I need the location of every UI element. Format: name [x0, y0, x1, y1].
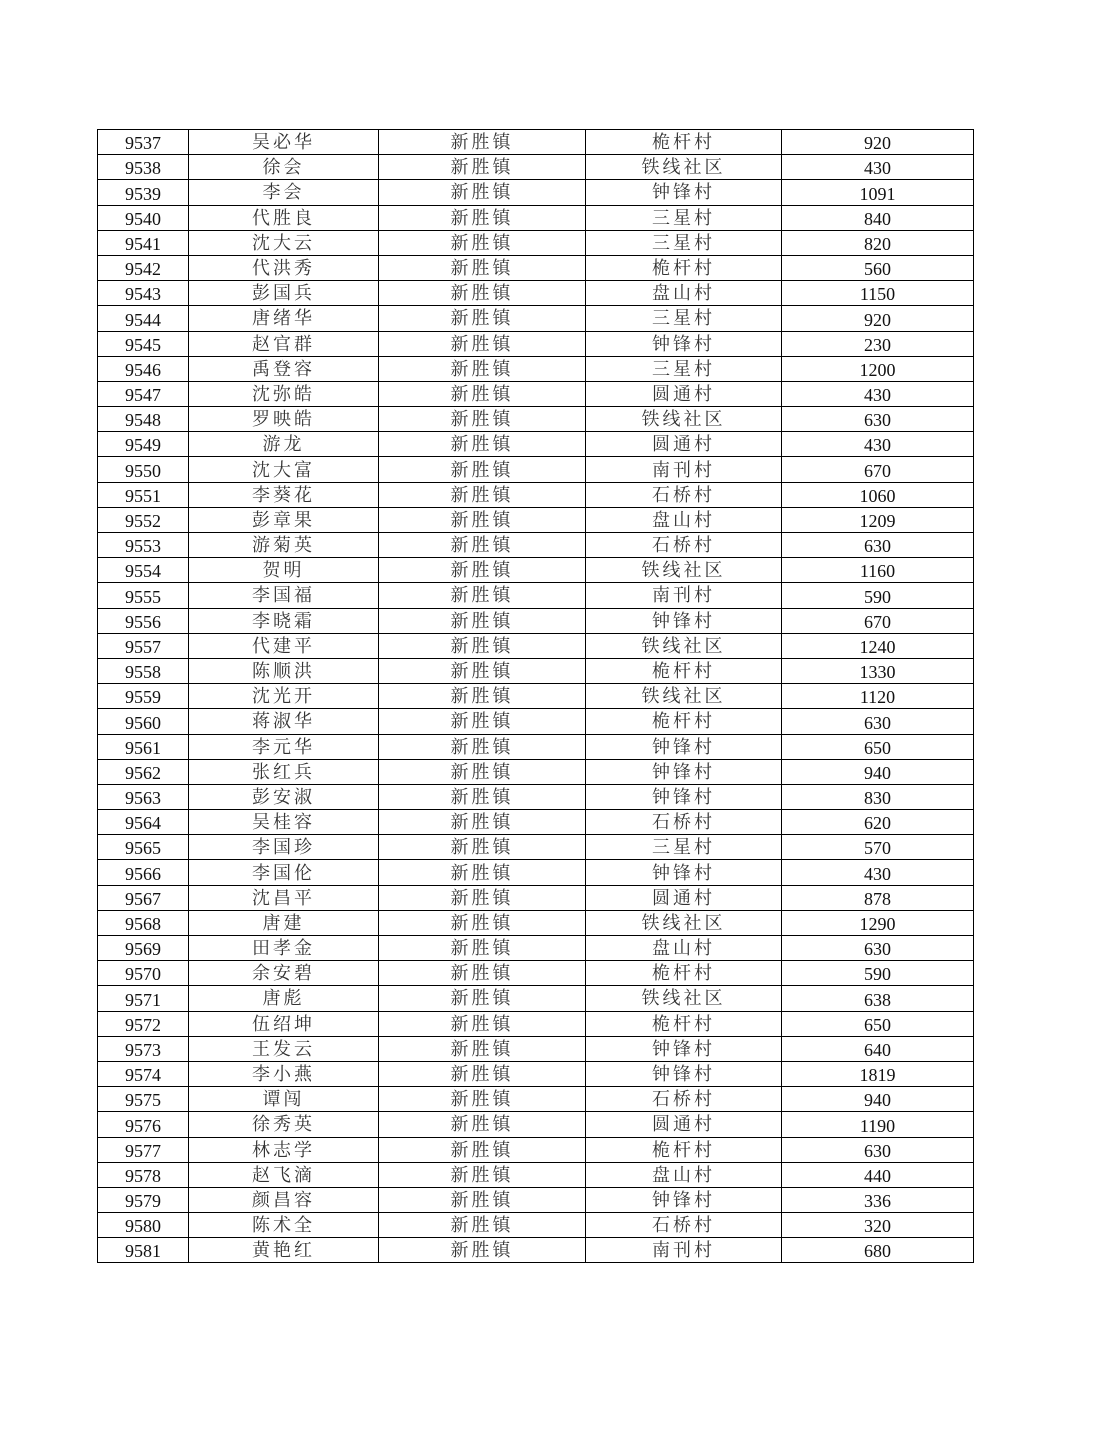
- town-cell: 新胜镇: [379, 784, 586, 809]
- table-row: [98, 885, 974, 910]
- name-cell: 赵飞滴: [189, 1162, 379, 1187]
- town-cell: 新胜镇: [379, 381, 586, 406]
- amount-cell: 1190: [782, 1112, 974, 1137]
- table-row: [98, 1087, 974, 1112]
- village-cell: 铁线社区: [586, 986, 782, 1011]
- table-row: [98, 961, 974, 986]
- row-number-cell: 9564: [98, 810, 189, 835]
- row-number-cell: 9551: [98, 482, 189, 507]
- amount-cell: 638: [782, 986, 974, 1011]
- village-cell: 三星村: [586, 306, 782, 331]
- amount-cell: 430: [782, 432, 974, 457]
- village-cell: 铁线社区: [586, 407, 782, 432]
- table-row: [98, 306, 974, 331]
- town-cell: 新胜镇: [379, 155, 586, 180]
- row-number-cell: 9553: [98, 533, 189, 558]
- amount-cell: 940: [782, 759, 974, 784]
- village-cell: 三星村: [586, 835, 782, 860]
- row-number-cell: 9547: [98, 381, 189, 406]
- table-body: [98, 130, 974, 1263]
- row-number-cell: 9571: [98, 986, 189, 1011]
- town-cell: 新胜镇: [379, 961, 586, 986]
- table-row: [98, 633, 974, 658]
- amount-cell: 230: [782, 331, 974, 356]
- row-number-cell: 9545: [98, 331, 189, 356]
- town-cell: 新胜镇: [379, 230, 586, 255]
- amount-cell: 630: [782, 1137, 974, 1162]
- amount-cell: 430: [782, 155, 974, 180]
- village-cell: 桅杆村: [586, 130, 782, 155]
- village-cell: 盘山村: [586, 507, 782, 532]
- row-number-cell: 9556: [98, 608, 189, 633]
- name-cell: 李国伦: [189, 860, 379, 885]
- table-row: [98, 910, 974, 935]
- name-cell: 李小燕: [189, 1061, 379, 1086]
- name-cell: 李元华: [189, 734, 379, 759]
- amount-cell: 1209: [782, 507, 974, 532]
- amount-cell: 630: [782, 407, 974, 432]
- table-row: [98, 457, 974, 482]
- village-cell: 桅杆村: [586, 658, 782, 683]
- table-row: [98, 759, 974, 784]
- table-row: [98, 986, 974, 1011]
- village-cell: 钟锋村: [586, 784, 782, 809]
- village-cell: 石桥村: [586, 482, 782, 507]
- village-cell: 圆通村: [586, 1112, 782, 1137]
- name-cell: 游龙: [189, 432, 379, 457]
- table-row: [98, 230, 974, 255]
- row-number-cell: 9539: [98, 180, 189, 205]
- name-cell: 陈顺洪: [189, 658, 379, 683]
- name-cell: 代洪秀: [189, 255, 379, 280]
- name-cell: 沈光开: [189, 684, 379, 709]
- row-number-cell: 9578: [98, 1162, 189, 1187]
- name-cell: 沈大富: [189, 457, 379, 482]
- table-row: [98, 558, 974, 583]
- name-cell: 陈术全: [189, 1213, 379, 1238]
- town-cell: 新胜镇: [379, 482, 586, 507]
- row-number-cell: 9561: [98, 734, 189, 759]
- village-cell: 圆通村: [586, 381, 782, 406]
- amount-cell: 670: [782, 608, 974, 633]
- name-cell: 田孝金: [189, 936, 379, 961]
- table-row: [98, 709, 974, 734]
- town-cell: 新胜镇: [379, 709, 586, 734]
- table-row: [98, 1137, 974, 1162]
- name-cell: 林志学: [189, 1137, 379, 1162]
- row-number-cell: 9540: [98, 205, 189, 230]
- table-row: [98, 205, 974, 230]
- town-cell: 新胜镇: [379, 936, 586, 961]
- row-number-cell: 9543: [98, 281, 189, 306]
- name-cell: 彭安淑: [189, 784, 379, 809]
- town-cell: 新胜镇: [379, 810, 586, 835]
- table-row: [98, 255, 974, 280]
- town-cell: 新胜镇: [379, 684, 586, 709]
- table-row: [98, 734, 974, 759]
- row-number-cell: 9568: [98, 910, 189, 935]
- name-cell: 王发云: [189, 1036, 379, 1061]
- village-cell: 铁线社区: [586, 633, 782, 658]
- row-number-cell: 9554: [98, 558, 189, 583]
- village-cell: 三星村: [586, 230, 782, 255]
- name-cell: 徐会: [189, 155, 379, 180]
- row-number-cell: 9570: [98, 961, 189, 986]
- village-cell: 钟锋村: [586, 1061, 782, 1086]
- village-cell: 石桥村: [586, 810, 782, 835]
- row-number-cell: 9573: [98, 1036, 189, 1061]
- name-cell: 沈弥皓: [189, 381, 379, 406]
- table-row: [98, 1213, 974, 1238]
- row-number-cell: 9563: [98, 784, 189, 809]
- town-cell: 新胜镇: [379, 734, 586, 759]
- table-row: [98, 1036, 974, 1061]
- row-number-cell: 9559: [98, 684, 189, 709]
- village-cell: 桅杆村: [586, 709, 782, 734]
- town-cell: 新胜镇: [379, 658, 586, 683]
- town-cell: 新胜镇: [379, 558, 586, 583]
- row-number-cell: 9572: [98, 1011, 189, 1036]
- row-number-cell: 9537: [98, 130, 189, 155]
- name-cell: 黄艳红: [189, 1238, 379, 1263]
- village-cell: 桅杆村: [586, 1137, 782, 1162]
- name-cell: 代胜良: [189, 205, 379, 230]
- name-cell: 李会: [189, 180, 379, 205]
- table-row: [98, 835, 974, 860]
- village-cell: 石桥村: [586, 1213, 782, 1238]
- village-cell: 铁线社区: [586, 558, 782, 583]
- amount-cell: 1819: [782, 1061, 974, 1086]
- name-cell: 游菊英: [189, 533, 379, 558]
- row-number-cell: 9552: [98, 507, 189, 532]
- name-cell: 李晓霜: [189, 608, 379, 633]
- village-cell: 盘山村: [586, 1162, 782, 1187]
- table-row: [98, 130, 974, 155]
- row-number-cell: 9558: [98, 658, 189, 683]
- row-number-cell: 9577: [98, 1137, 189, 1162]
- village-cell: 钟锋村: [586, 860, 782, 885]
- name-cell: 沈大云: [189, 230, 379, 255]
- table-row: [98, 331, 974, 356]
- table-row: [98, 684, 974, 709]
- village-cell: 钟锋村: [586, 180, 782, 205]
- name-cell: 吴桂容: [189, 810, 379, 835]
- village-cell: 圆通村: [586, 885, 782, 910]
- town-cell: 新胜镇: [379, 1087, 586, 1112]
- table-row: [98, 155, 974, 180]
- table-row: [98, 936, 974, 961]
- row-number-cell: 9581: [98, 1238, 189, 1263]
- row-number-cell: 9544: [98, 306, 189, 331]
- amount-cell: 620: [782, 810, 974, 835]
- amount-cell: 1290: [782, 910, 974, 935]
- town-cell: 新胜镇: [379, 331, 586, 356]
- town-cell: 新胜镇: [379, 255, 586, 280]
- village-cell: 南刊村: [586, 583, 782, 608]
- table-row: [98, 1187, 974, 1212]
- row-number-cell: 9549: [98, 432, 189, 457]
- table-row: [98, 658, 974, 683]
- village-cell: 铁线社区: [586, 684, 782, 709]
- amount-cell: 1120: [782, 684, 974, 709]
- town-cell: 新胜镇: [379, 432, 586, 457]
- town-cell: 新胜镇: [379, 1112, 586, 1137]
- village-cell: 钟锋村: [586, 608, 782, 633]
- row-number-cell: 9538: [98, 155, 189, 180]
- town-cell: 新胜镇: [379, 533, 586, 558]
- village-cell: 石桥村: [586, 1087, 782, 1112]
- table-row: [98, 180, 974, 205]
- amount-cell: 920: [782, 130, 974, 155]
- table-row: [98, 1112, 974, 1137]
- row-number-cell: 9548: [98, 407, 189, 432]
- table-row: [98, 381, 974, 406]
- town-cell: 新胜镇: [379, 407, 586, 432]
- town-cell: 新胜镇: [379, 1162, 586, 1187]
- row-number-cell: 9567: [98, 885, 189, 910]
- amount-cell: 1160: [782, 558, 974, 583]
- name-cell: 伍绍坤: [189, 1011, 379, 1036]
- amount-cell: 590: [782, 961, 974, 986]
- data-table: [97, 129, 974, 1263]
- town-cell: 新胜镇: [379, 507, 586, 532]
- town-cell: 新胜镇: [379, 457, 586, 482]
- amount-cell: 1150: [782, 281, 974, 306]
- row-number-cell: 9579: [98, 1187, 189, 1212]
- name-cell: 李国福: [189, 583, 379, 608]
- table-row: [98, 583, 974, 608]
- amount-cell: 570: [782, 835, 974, 860]
- amount-cell: 830: [782, 784, 974, 809]
- town-cell: 新胜镇: [379, 281, 586, 306]
- name-cell: 罗映皓: [189, 407, 379, 432]
- table-row: [98, 1238, 974, 1263]
- row-number-cell: 9557: [98, 633, 189, 658]
- name-cell: 禹登容: [189, 356, 379, 381]
- amount-cell: 590: [782, 583, 974, 608]
- name-cell: 唐彪: [189, 986, 379, 1011]
- amount-cell: 840: [782, 205, 974, 230]
- town-cell: 新胜镇: [379, 306, 586, 331]
- table-row: [98, 507, 974, 532]
- town-cell: 新胜镇: [379, 356, 586, 381]
- amount-cell: 650: [782, 1011, 974, 1036]
- village-cell: 钟锋村: [586, 1036, 782, 1061]
- name-cell: 徐秀英: [189, 1112, 379, 1137]
- village-cell: 三星村: [586, 205, 782, 230]
- village-cell: 圆通村: [586, 432, 782, 457]
- town-cell: 新胜镇: [379, 1036, 586, 1061]
- name-cell: 李国珍: [189, 835, 379, 860]
- name-cell: 赵官群: [189, 331, 379, 356]
- row-number-cell: 9541: [98, 230, 189, 255]
- village-cell: 盘山村: [586, 936, 782, 961]
- name-cell: 颜昌容: [189, 1187, 379, 1212]
- village-cell: 桅杆村: [586, 1011, 782, 1036]
- table-row: [98, 407, 974, 432]
- amount-cell: 630: [782, 533, 974, 558]
- amount-cell: 1330: [782, 658, 974, 683]
- town-cell: 新胜镇: [379, 608, 586, 633]
- amount-cell: 560: [782, 255, 974, 280]
- amount-cell: 336: [782, 1187, 974, 1212]
- table-row: [98, 1162, 974, 1187]
- row-number-cell: 9580: [98, 1213, 189, 1238]
- row-number-cell: 9560: [98, 709, 189, 734]
- amount-cell: 320: [782, 1213, 974, 1238]
- name-cell: 吴必华: [189, 130, 379, 155]
- table-row: [98, 1011, 974, 1036]
- row-number-cell: 9546: [98, 356, 189, 381]
- town-cell: 新胜镇: [379, 1213, 586, 1238]
- village-cell: 钟锋村: [586, 331, 782, 356]
- table-row: [98, 860, 974, 885]
- amount-cell: 430: [782, 860, 974, 885]
- village-cell: 三星村: [586, 356, 782, 381]
- name-cell: 李葵花: [189, 482, 379, 507]
- town-cell: 新胜镇: [379, 180, 586, 205]
- row-number-cell: 9566: [98, 860, 189, 885]
- amount-cell: 630: [782, 709, 974, 734]
- row-number-cell: 9576: [98, 1112, 189, 1137]
- town-cell: 新胜镇: [379, 910, 586, 935]
- village-cell: 桅杆村: [586, 255, 782, 280]
- town-cell: 新胜镇: [379, 759, 586, 784]
- town-cell: 新胜镇: [379, 885, 586, 910]
- town-cell: 新胜镇: [379, 205, 586, 230]
- town-cell: 新胜镇: [379, 835, 586, 860]
- amount-cell: 430: [782, 381, 974, 406]
- town-cell: 新胜镇: [379, 1061, 586, 1086]
- town-cell: 新胜镇: [379, 130, 586, 155]
- table-row: [98, 608, 974, 633]
- town-cell: 新胜镇: [379, 583, 586, 608]
- name-cell: 谭闯: [189, 1087, 379, 1112]
- table-row: [98, 784, 974, 809]
- table-row: [98, 281, 974, 306]
- row-number-cell: 9574: [98, 1061, 189, 1086]
- town-cell: 新胜镇: [379, 1011, 586, 1036]
- amount-cell: 680: [782, 1238, 974, 1263]
- amount-cell: 1240: [782, 633, 974, 658]
- name-cell: 彭章果: [189, 507, 379, 532]
- amount-cell: 920: [782, 306, 974, 331]
- amount-cell: 820: [782, 230, 974, 255]
- name-cell: 彭国兵: [189, 281, 379, 306]
- town-cell: 新胜镇: [379, 860, 586, 885]
- name-cell: 唐绪华: [189, 306, 379, 331]
- town-cell: 新胜镇: [379, 986, 586, 1011]
- village-cell: 铁线社区: [586, 910, 782, 935]
- village-cell: 钟锋村: [586, 734, 782, 759]
- village-cell: 桅杆村: [586, 961, 782, 986]
- name-cell: 贺明: [189, 558, 379, 583]
- village-cell: 南刊村: [586, 457, 782, 482]
- amount-cell: 670: [782, 457, 974, 482]
- table-row: [98, 810, 974, 835]
- row-number-cell: 9565: [98, 835, 189, 860]
- table-row: [98, 482, 974, 507]
- village-cell: 钟锋村: [586, 1187, 782, 1212]
- village-cell: 铁线社区: [586, 155, 782, 180]
- name-cell: 唐建: [189, 910, 379, 935]
- name-cell: 余安碧: [189, 961, 379, 986]
- name-cell: 代建平: [189, 633, 379, 658]
- table-row: [98, 1061, 974, 1086]
- village-cell: 盘山村: [586, 281, 782, 306]
- row-number-cell: 9569: [98, 936, 189, 961]
- amount-cell: 650: [782, 734, 974, 759]
- amount-cell: 640: [782, 1036, 974, 1061]
- row-number-cell: 9550: [98, 457, 189, 482]
- table-row: [98, 533, 974, 558]
- name-cell: 张红兵: [189, 759, 379, 784]
- amount-cell: 440: [782, 1162, 974, 1187]
- town-cell: 新胜镇: [379, 633, 586, 658]
- amount-cell: 940: [782, 1087, 974, 1112]
- amount-cell: 630: [782, 936, 974, 961]
- row-number-cell: 9575: [98, 1087, 189, 1112]
- row-number-cell: 9555: [98, 583, 189, 608]
- amount-cell: 1200: [782, 356, 974, 381]
- village-cell: 钟锋村: [586, 759, 782, 784]
- town-cell: 新胜镇: [379, 1137, 586, 1162]
- village-cell: 南刊村: [586, 1238, 782, 1263]
- row-number-cell: 9542: [98, 255, 189, 280]
- row-number-cell: 9562: [98, 759, 189, 784]
- town-cell: 新胜镇: [379, 1238, 586, 1263]
- amount-cell: 1091: [782, 180, 974, 205]
- town-cell: 新胜镇: [379, 1187, 586, 1212]
- name-cell: 蒋淑华: [189, 709, 379, 734]
- name-cell: 沈昌平: [189, 885, 379, 910]
- table-row: [98, 356, 974, 381]
- village-cell: 石桥村: [586, 533, 782, 558]
- table-row: [98, 432, 974, 457]
- amount-cell: 1060: [782, 482, 974, 507]
- amount-cell: 878: [782, 885, 974, 910]
